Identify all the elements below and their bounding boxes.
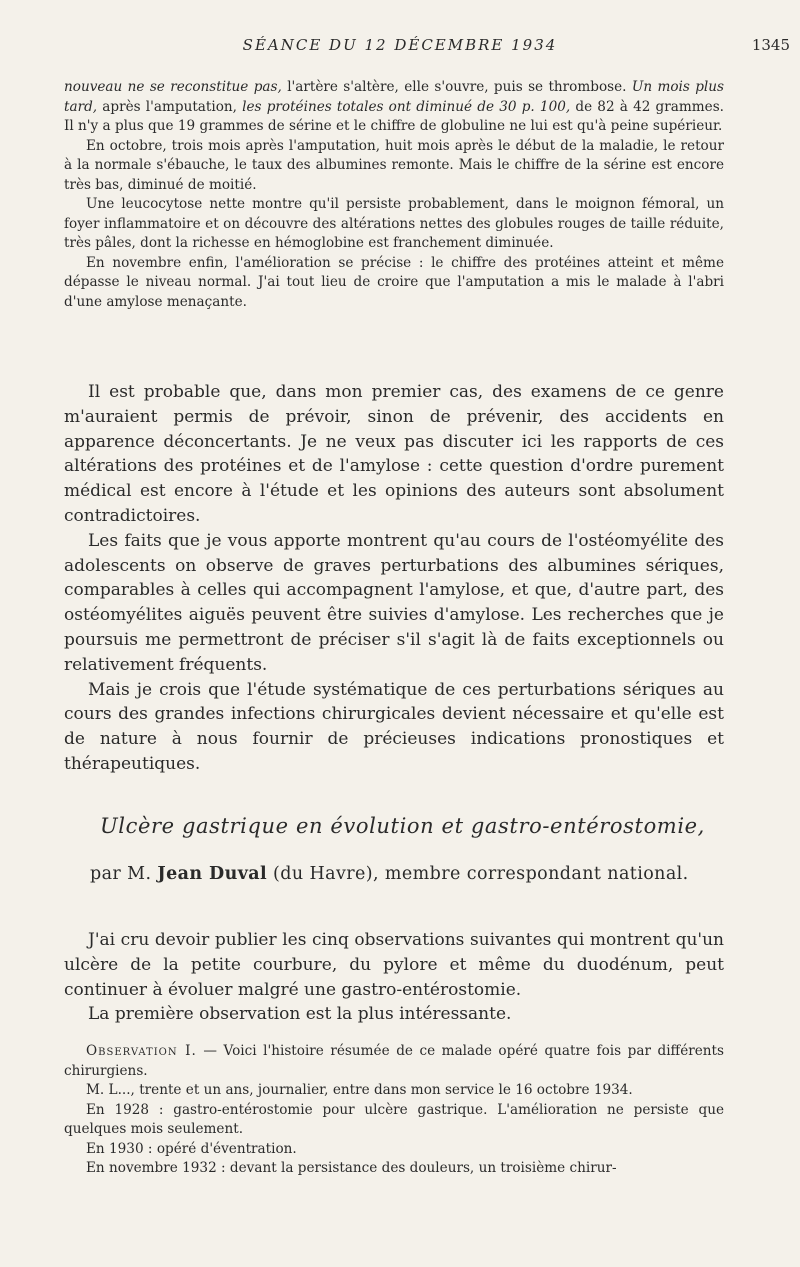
byline [90,864,750,884]
text: — Voici l'histoire résumée de ce malade opéré quatre fois par différents chirurgiens. [64,1043,724,1079]
paragraph: Il est probable que, dans mon premier cas, des examens de ce genre m'auraient permis de prévoir, sinon de prévenir, des accidents en apparence déconcertants. Je ne veux pas discuter ici les rapports de ces altérations des protéines et de l'amylose : cette question d'ordre purement médical est encore à l'étude et les opinions des auteurs sont absolument contradictoires. [64,382,724,526]
article-title: Ulcère gastrique en évolution et gastro-entérostomie, [100,814,705,838]
observation-label: Observation I. [86,1043,197,1059]
italic-text: Un mois plus tard, [64,79,724,115]
paragraph [64,1042,724,1081]
paragraph: Les faits que je vous apporte montrent qu'au cours de l'ostéomyélite des adolescents on observe de graves perturbations des albumines sériques, comparables à celles qui accompagnent l'amylose, et que, d'autre part, des ostéomyélites aiguës peuvent être suivies d'amylose. Les recherches que je poursuis me permettront de préciser s'il s'agit là de faits exceptionnels ou relativement fréquents. [64,530,724,675]
byline-suffix: (du Havre), membre correspondant national. [267,864,689,884]
page-number: 1345 [751,36,790,54]
case-report-continuation [64,78,724,312]
paragraph: En novembre 1932 : devant la persistance des douleurs, un troisième chirur- [86,1160,617,1176]
author-name: Jean Duval [157,864,268,884]
paragraph: M. L..., trente et un ans, journalier, entre dans mon service le 16 octobre 1934. [86,1082,633,1098]
text: de 82 à 42 grammes. Il n'y a plus que 19 grammes de sérine et le chiffre de globuline ne lui est qu'à peine supérieur. [64,98,724,134]
observation-block [64,1042,724,1179]
page-header [0,36,800,60]
italic-text: nouveau ne se reconstitue pas, [64,79,282,95]
article-intro [64,928,724,1027]
paragraph [64,78,724,137]
paragraph: Une leucocytose nette montre qu'il persiste probablement, dans le moignon fémoral, un foyer inflammatoire et on découvre des altérations nettes des globules rouges de taille réduite, très pâles, dont la richesse en hémoglobine est franchement diminuée. [64,196,724,251]
text: l'artère s'altère, elle s'ouvre, puis se thrombose. [281,79,632,95]
paragraph: La première observation est la plus intéressante. [88,1004,512,1025]
discussion [64,380,724,777]
paragraph: En 1930 : opéré d'éventration. [86,1140,297,1157]
paragraph: En octobre, trois mois après l'amputation, huit mois après le début de la maladie, le retour à la normale s'ébauche, le taux des albumines remonte. Mais le chiffre de la sérine est encore très bas, diminué de moitié. [64,137,724,193]
paragraph: J'ai cru devoir publier les cinq observations suivantes qui montrent qu'un ulcère de la petite courbure, du pylore et même du duodénum, peut continuer à évoluer malgré une gastro-entérostomie. [64,930,724,1000]
text: après l'amputation, [97,98,243,115]
paragraph: En novembre enfin, l'amélioration se précise : le chiffre des protéines atteint et même dépasse le niveau normal. J'ai tout lieu de croire que l'amputation a mis le malade à l'abri d'une amylose menaçante. [64,254,724,310]
italic-text: les protéines totales ont diminué de 30 p. 100, [242,98,571,115]
byline-prefix: par M. [90,864,158,884]
paragraph: En 1928 : gastro-entérostomie pour ulcère gastrique. L'amélioration ne persiste que quelques mois seulement. [64,1101,724,1137]
running-title: SÉANCE DU 12 DÉCEMBRE 1934 [242,36,558,54]
paragraph: Mais je crois que l'étude systématique de ces perturbations sériques au cours des grandes infections chirurgicales devient nécessaire et qu'elle est de nature à nous fournir de précieuses indications pronostiques et thérapeutiques. [64,679,724,774]
